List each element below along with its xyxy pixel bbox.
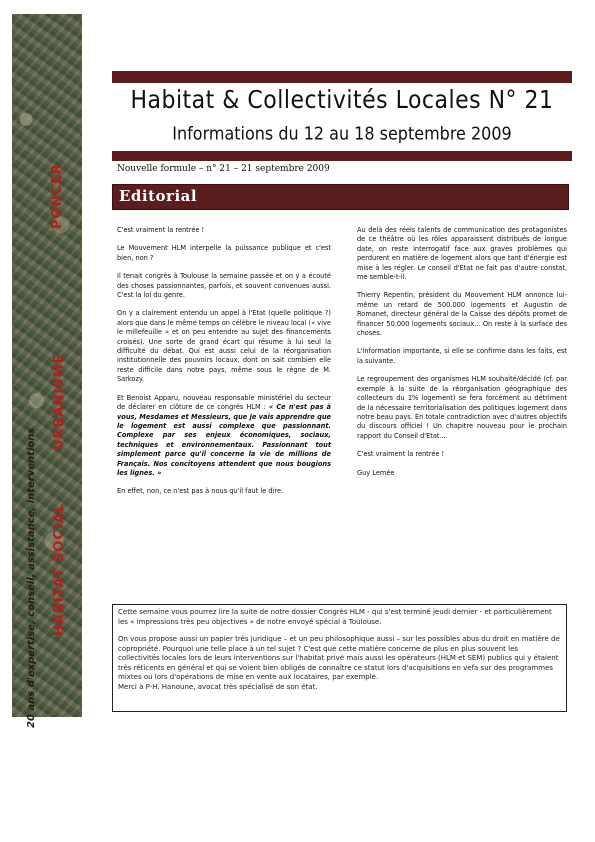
info-paragraph: Merci à P-H. Hanoune, avocat très spécialisé de son état.: [118, 682, 318, 691]
paragraph: Thierry Repentin, président du Mouvement HLM annonce lui-même un retard de 500.000 logements et Augustin de Romanet, directeur général de la Caisse des dépôts promet de financer 50.000 logements sociaux... On reste à la surface des choses.: [357, 291, 567, 338]
paragraph: C'est vraiment la rentrée !: [117, 226, 205, 234]
paragraph: Au delà des réels talents de communication des protagonistes de ce théâtre où les rôles apparaissent distribués de longue date, on reste interrogatif face aux graves problèmes qui perdurent en matière de logement alors que tant d'énergie est mise à les régler. Le conseil d'Etat ne fait pas d'autre constat, me semble-t-il.: [357, 226, 567, 282]
section-title: Editorial: [119, 187, 198, 205]
paragraph: Le Mouvement HLM interpelle la puissance publique et c'est bien, non ?: [117, 244, 331, 262]
section-header: [112, 184, 569, 210]
author-signature: Guy Lemée: [357, 468, 395, 477]
info-paragraph: On vous propose aussi un papier très juridique – et un peu philosophique aussi – sur les possibles abus du droit en matière de copropriété. Pourquoi une telle place à un tel sujet ? C'est que cette matière concerne de plus en plus souvent les collectivités locales lors de leurs interventions sur l'habitat privé mais aussi les opérateurs (HLM et SEM) publics qui y étaient très réticents en général et qui se voient bien obligés de connaître ce statut lors d'acquisitions en vefa sur des programmes mixtes ou lors d'opérations de mise en vente aux locataires, par exemple.: [118, 635, 560, 681]
paragraph: L'information importante, si elle se confirme dans les faits, est la suivante.: [357, 347, 567, 365]
paragraph: En effet, non, ce n'est pas à nous qu'il faut le dire.: [117, 487, 284, 496]
paragraph: C'est vraiment la rentrée !: [357, 450, 445, 459]
info-paragraph: Cette semaine vous pourrez lire la suite de notre dossier Congrès HLM - qui s'est terminé jeudi dernier - et particulièrement les « impressions très peu objectives » de notre envoyé spécial à Toulouse.: [118, 608, 552, 626]
page-subtitle: Informations du 12 au 18 septembre 2009: [172, 123, 512, 144]
edition-line: Nouvelle formule – n° 21 – 21 septembre 2009: [117, 164, 330, 174]
paragraph: Il tenait congrès à Toulouse la semaine passée et on y a écouté des choses passionnantes, parfois, et souvent convenues aussi. C'est la loi du genre.: [117, 272, 331, 300]
sidebar-tagline: 20 ans d'expertise, conseil, assistance, interventions: [26, 427, 37, 728]
header-bottom-bar: [112, 151, 572, 161]
sidebar-urbanisme-label: URBANISME: [52, 353, 67, 450]
quote-intro: Et Benoist Apparu, nouveau responsable ministériel du secteur de déclarer en clôture de ce congrès HLM :: [117, 393, 331, 412]
aerial-photo-strip: [12, 14, 82, 728]
editorial-right-column: [357, 226, 567, 487]
editorial-left-column: [117, 226, 331, 506]
paragraph-with-quote: [117, 394, 331, 479]
page-title: Habitat & Collectivités Locales N° 21: [130, 86, 554, 115]
sidebar-habitat-social-label: HABITAT SOCIAL: [52, 502, 67, 636]
sidebar-poncer-label: PONCER: [50, 163, 65, 229]
minister-quote: « Ce n'est pas à vous, Mesdames et Messieurs, que je vais apprendre que le logement est aussi complexe que passionnant. Complexe par ses enjeux économiques, sociaux, techniques et environnementaux. Passionnant tout simplement parce qu'il concerne la vie de millions de Français. Nos concitoyens attendent que nous bougions les lignes. »: [117, 403, 332, 477]
paragraph: On y a clairement entendu un appel à l'Etat (quelle politique ?) alors que dans le même temps on célèbre le niveau local (« vive le millefeuille » et on peu entendre au sujet des financements croisés). Une sorte de grand écart qui résume à lui seul la difficulté du débat. Qui est aussi celui de la réorganisation institutionnelle des pouvoirs locaux, dont on sait combien elle reste difficile dans notre pays, même sous le règne de M. Sarkozy.: [117, 309, 331, 384]
weekly-info-box: [112, 604, 567, 712]
header-top-bar: [112, 71, 572, 83]
paragraph: Le regroupement des organismes HLM souhaité/décidé (cf. par exemple à la suite de la réorganisation géographique des collecteurs du 1% logement) se fera forcément au détriment de la nécessaire territorialisation des politiques logement dans notre beau pays. En totale contradiction avec d'autres objectifs du discours officiel ! Un chapitre nouveau pour le prochain rapport du Conseil d'Etat...: [357, 375, 567, 440]
